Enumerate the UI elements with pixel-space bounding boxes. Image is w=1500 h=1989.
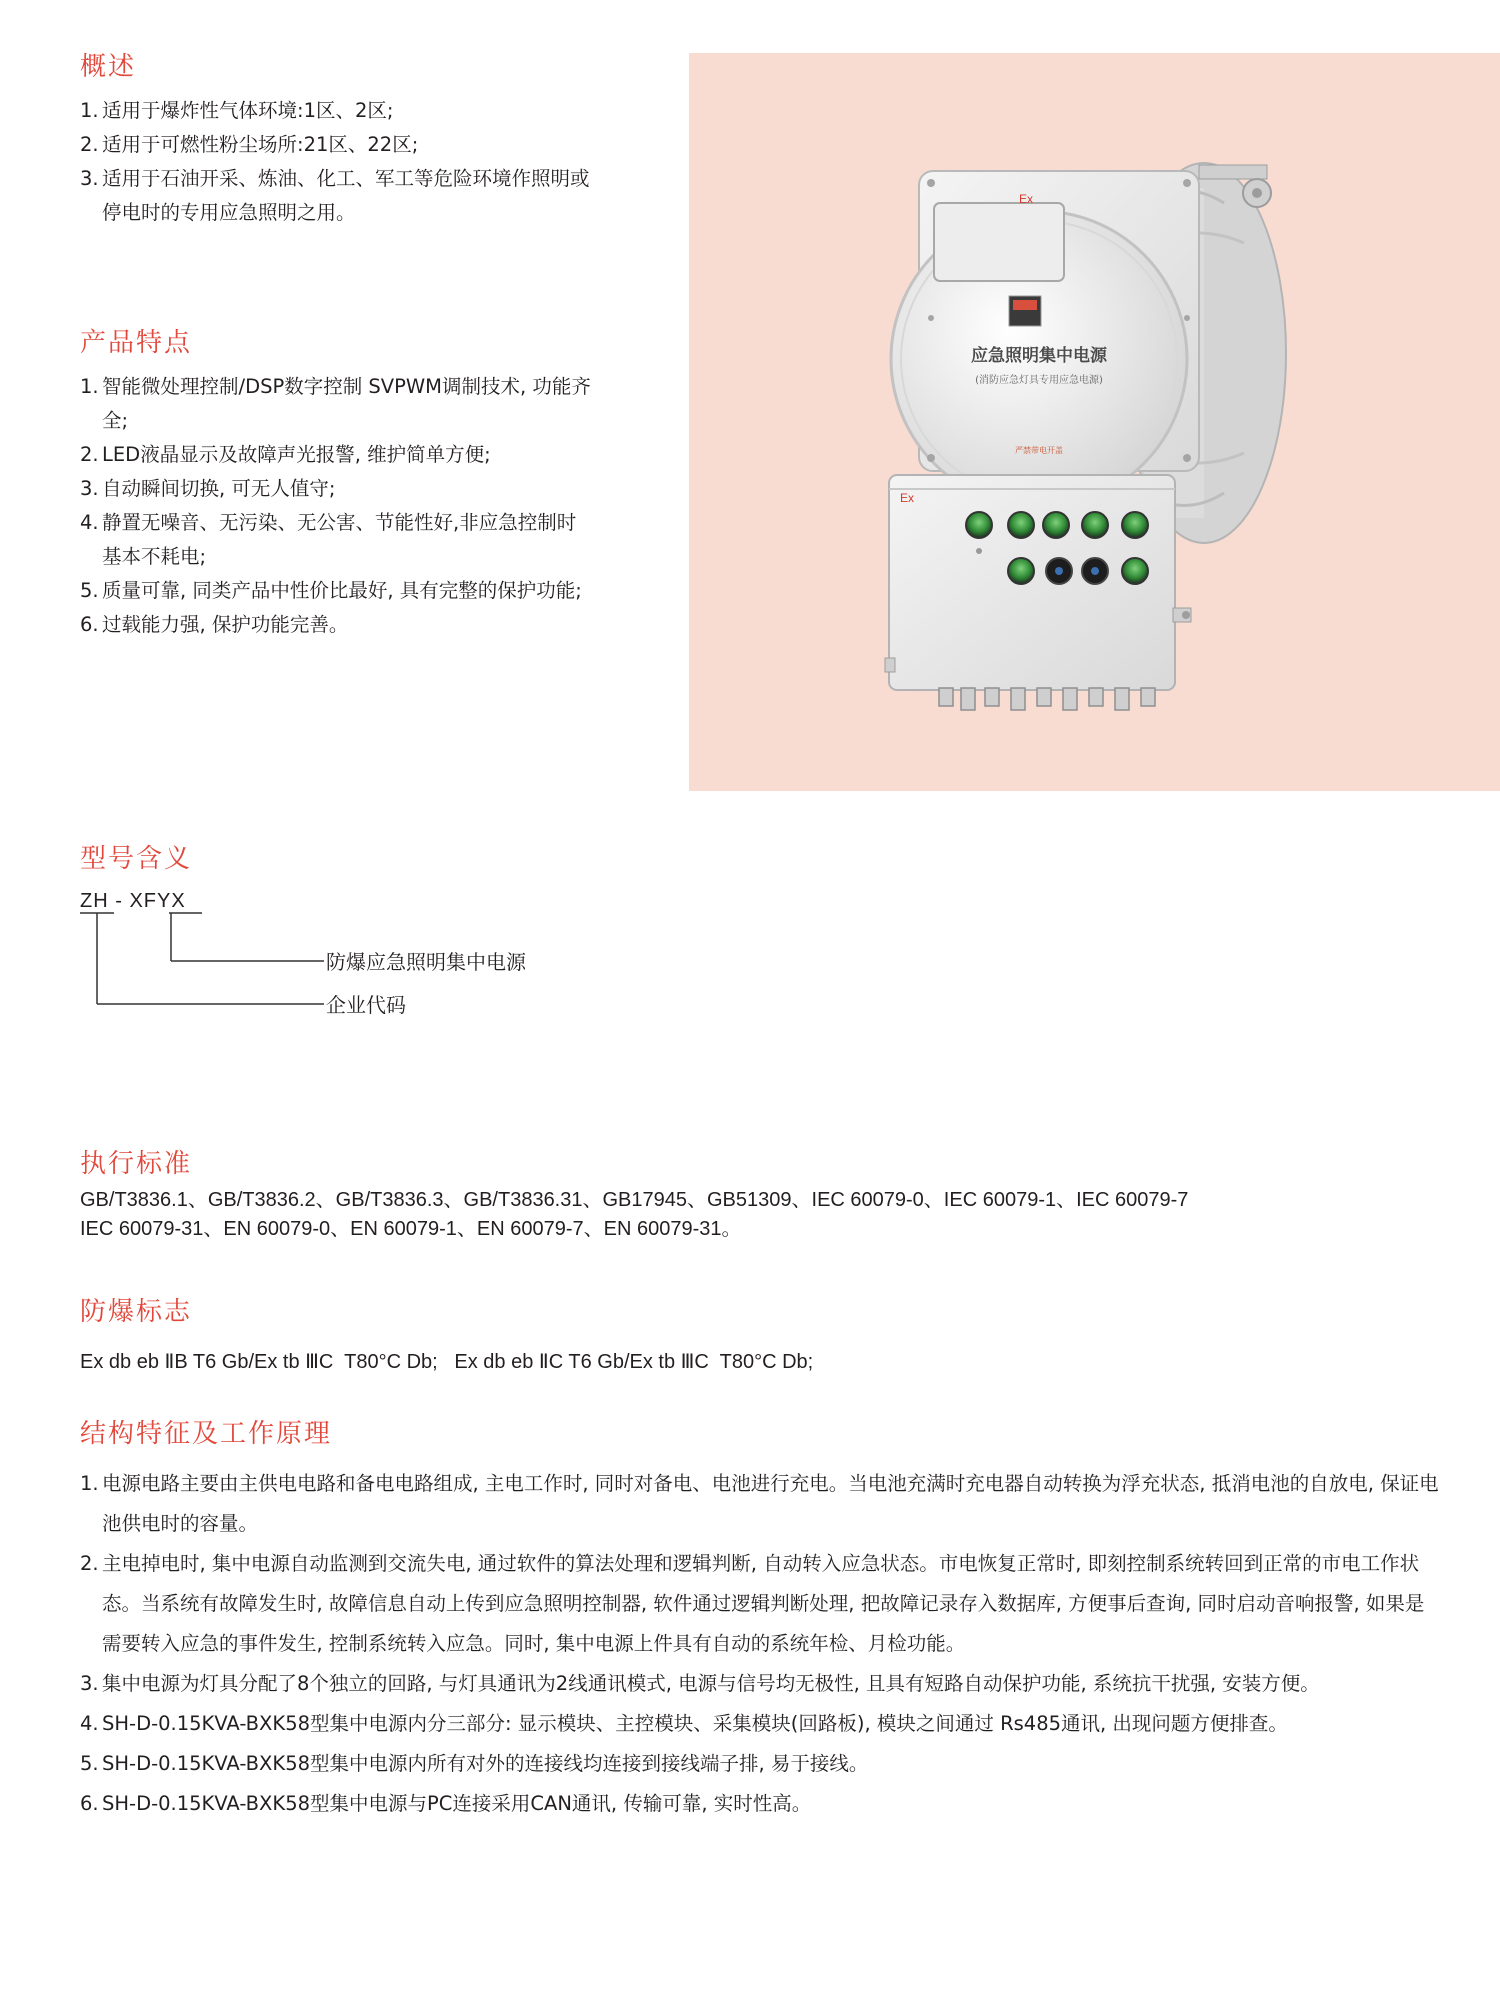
list-item: 4. SH-D-0.15KVA-BXK58型集中电源内分三部分: 显示模块、主控模块、采集模块(回路板), 模块之间通过 Rs485通讯, 出现问题方便排查。 (80, 1712, 1288, 1735)
list-item: 2. LED液晶显示及故障声光报警, 维护简单方便; (80, 443, 491, 466)
list-item: 3. 适用于石油开采、炼油、化工、军工等危险环境作照明或停电时的专用应急照明之用。 (80, 167, 590, 224)
features-title: 产品特点 (80, 328, 193, 358)
model-code (80, 890, 186, 913)
list-item: 5. SH-D-0.15KVA-BXK58型集中电源内所有对外的连接线均连接到接线端子排, 易于接线。 (80, 1752, 869, 1775)
list-item: 6. SH-D-0.15KVA-BXK58型集中电源与PC连接采用CAN通讯, 传输可靠, 实时性高。 (80, 1792, 812, 1815)
features-list (80, 370, 595, 642)
panel-title: 应急照明集中电源 (971, 346, 1107, 366)
list-item: 2. 主电掉电时, 集中电源自动监测到交流失电, 通过软件的算法处理和逻辑判断, 自动转入应急状态。市电恢复正常时, 即刻控制系统转回到正常的市电工作状态。当系统有故障发生时, 故障信息自动上传到应急照明控制器, 软件通过逻辑判断处理, 把故障记录存入数据库, 方便事后查询, 同时启动音响报警, 如果是需要转入应急的事件发生, 控制系统转入应急。同时, 集中电源上件具有自动的系统年检、月检功能。 (80, 1552, 1425, 1655)
list-item: 2. 适用于可燃性粉尘场所:21区、22区; (80, 133, 419, 156)
list-item: 3. 集中电源为灯具分配了8个独立的回路, 与灯具通讯为2线通讯模式, 电源与信号均无极性, 且具有短路自动保护功能, 系统抗干扰强, 安装方便。 (80, 1672, 1320, 1695)
explosion-proof-power-box (689, 53, 1500, 791)
standards-title: 执行标准 (80, 1149, 193, 1179)
model-label-suffix: 防爆应急照明集中电源 (326, 950, 526, 974)
overview-title: 概述 (80, 52, 137, 82)
ex-marking-title: 防爆标志 (80, 1297, 193, 1327)
list-item: 5. 质量可靠, 同类产品中性价比最好, 具有完整的保护功能; (80, 579, 582, 602)
product-image-panel (689, 53, 1500, 791)
display-box (934, 203, 1064, 281)
panel-subtitle: (消防应急灯具专用应急电源) (975, 375, 1103, 386)
overview-list (80, 94, 600, 230)
ex-marking-text: Ex db eb ⅡB T6 Gb/Ex tb ⅢC T80°C Db; Ex db eb ⅡC T6 Gb/Ex tb ⅢC T80°C Db; (80, 1351, 814, 1373)
list-item: 6. 过载能力强, 保护功能完善。 (80, 613, 349, 636)
ex-mark-bottom: Ex (900, 491, 915, 505)
structure-list (80, 1464, 1440, 1824)
list-item: 3. 自动瞬间切换, 可无人值守; (80, 477, 336, 500)
list-item: 1. 电源电路主要由主供电电路和备电电路组成, 主电工作时, 同时对备电、电池进行充电。当电池充满时充电器自动转换为浮充状态, 抵消电池的自放电, 保证电池供电时的容量。 (80, 1472, 1439, 1535)
model-label-prefix: 企业代码 (326, 993, 406, 1017)
standards-line-1: GB/T3836.1、GB/T3836.2、GB/T3836.3、GB/T3836.31、GB17945、GB51309、IEC 60079-0、IEC 60079-1、IEC 60079-7 (80, 1189, 1189, 1211)
cable-glands (939, 688, 1155, 710)
structure-title: 结构特征及工作原理 (80, 1419, 333, 1449)
model-connector-lines (80, 912, 340, 1012)
model-code-suffix: XFYX (129, 890, 186, 912)
model-title: 型号含义 (80, 844, 193, 874)
warning-plate: 严禁带电开盖 (1015, 446, 1063, 455)
model-code-dash: - (115, 890, 123, 912)
ex-mark-top: Ex (1019, 192, 1034, 206)
model-code-prefix: ZH (80, 890, 109, 912)
list-item: 1. 适用于爆炸性气体环境:1区、2区; (80, 99, 394, 122)
standards-line-2: IEC 60079-31、EN 60079-0、EN 60079-1、EN 60079-7、EN 60079-31。 (80, 1218, 742, 1240)
list-item: 1. 智能微处理控制/DSP数字控制 SVPWM调制技术, 功能齐全; (80, 375, 591, 432)
list-item: 4. 静置无噪音、无污染、无公害、节能性好,非应急控制时基本不耗电; (80, 511, 577, 568)
